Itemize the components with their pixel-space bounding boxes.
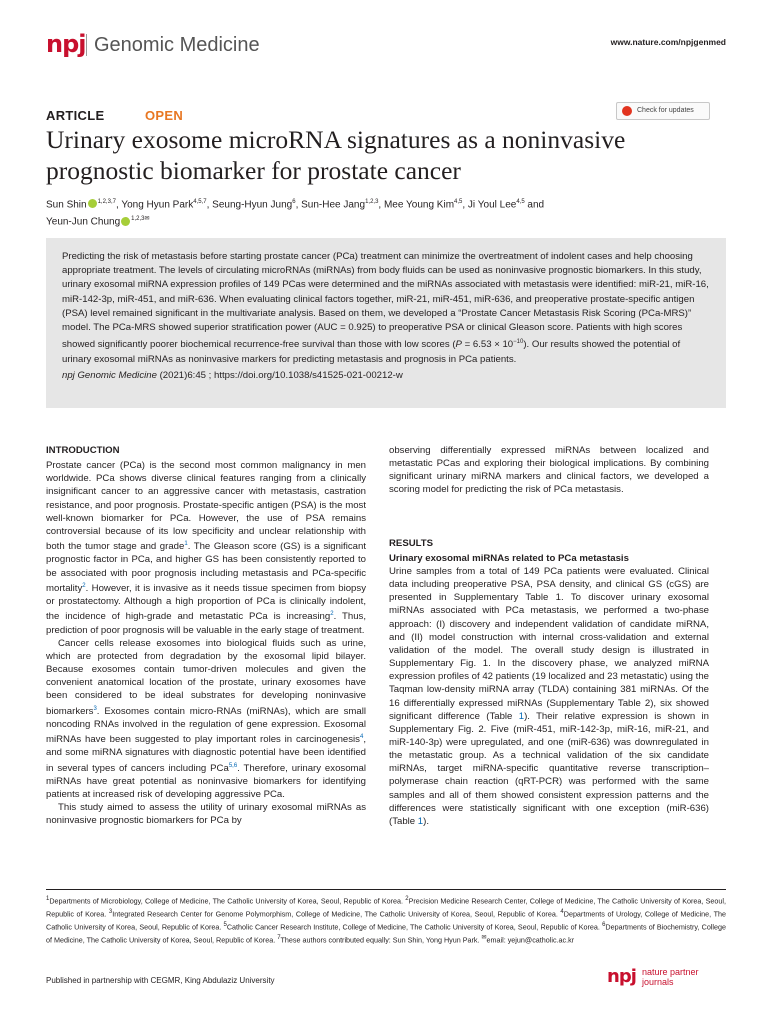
footnote-marker: 1 [46,896,50,902]
intro-text: . Therefore, urinary exosomal miRNAs have great potential as noninvasive biomarkers for identifying patients at increased risk of developing aggressive PCa. [46,762,366,801]
abstract [46,238,726,408]
affiliations-footnote [46,894,726,946]
footnote-marker: 7 [277,934,281,941]
intro-paragraph: This study aimed to assess the utility of urinary exosomal miRNAs as noninvasive prognostic biomarkers for PCa by [46,802,366,827]
affiliation-ref: 4,5,7 [193,199,207,205]
footer-logo-line2: journals [642,977,674,987]
reference-link[interactable]: 1 [184,541,188,548]
subsection-heading: Urinary exosomal miRNAs related to PCa metastasis [389,552,629,564]
section-heading-results: RESULTS [389,537,434,549]
nature-partner-journals-logo[interactable] [607,966,727,990]
intro-text: . Thus, prediction of poor prognosis will be valuable in the early stage of treatment. [46,611,366,636]
journal-header [46,29,726,59]
p-value-exponent: −10 [513,339,524,346]
crossmark-icon [622,106,632,116]
p-value: = 6.53 × 10 [461,339,514,351]
intro-text: , and some miRNA signatures with diagnostic potential have been identified in several types of cancers including PCa [46,734,366,774]
abstract-text-part: Predicting the risk of metastasis before starting prostate cancer (PCa) treatment can minimize the overtreatment of indolent cases and help choosing appropriate treatment. The levels of circulating microRNAs (miRNAs) from body fluids can be used as noninvasive prognostic biomarkers. In this study, urinary exosomal miRNA expression profiles of 149 PCas were determined and the miRNAs associated with metastasis were identified: miR-21, miR-16, miR-142-3p, miR-451, and miR-636. When evaluating clinical factors together, miR-21, miR-451, miR-636, and preoperative prostate-specific antigen (PSA) level remained significant in the multivariate analysis. Based on them, we developed a “Prostate Cancer Metastasis Risk Scoring (PCa-MRS)” model. The PCa-MRS showed superior stratification power (AUC = 0.925) to preoperative PSA or clinical Gleason score. Patients with high scores showed significantly poorer biochemical recurrence-free survival than those with low scores ( [62,251,709,351]
author-name[interactable]: , Sun-Hee Jang [295,199,366,211]
author-name[interactable]: Yeun-Jun Chung [46,216,121,228]
corresponding-email[interactable]: email: yejun@catholic.ac.kr [486,935,575,945]
results-text: ). Their relative expression is shown in Supplementary Fig. 2. Five (miR-451, miR-142-3p, miR-16, miR-21, and miR-140-3p) were upregulated, and one (miR-636) was downregulated in the metastatic group. As a technical validation of the six candidate miRNAs, target miRNA-specific quantitative reverse transcription–polymerase chain reaction (qRT-PCR) was performed with the same samples and all of them showed consistent expression patterns and the differences were statistically significant with one exception (miR-636) (Table [389,710,709,827]
author-name[interactable]: , Mee Young Kim [378,199,455,211]
article-type-label: ARTICLE [46,108,105,123]
author-name[interactable]: , Yong Hyun Park [115,199,194,211]
affiliation-ref: 1,2,3,7 [97,199,116,205]
section-heading-introduction: INTRODUCTION [46,445,120,456]
article-title: Urinary exosome microRNA signatures as a noninvasive prognostic biomarker for prostate cancer [46,125,626,185]
orcid-icon[interactable] [121,217,130,226]
table-link[interactable]: 1 [518,710,525,722]
reference-link[interactable]: 4 [359,734,364,741]
check-for-updates-button[interactable] [616,102,710,120]
intro-paragraph-continued: observing differentially expressed miRNAs between localized and metastatic PCas and exploring their biological implications. By combining significant urinary miRNA markers and clinical factors, we developed a scoring model for predicting the risk of PCa metastasis. [389,445,709,496]
author-name[interactable]: , Ji Youl Lee [462,199,517,211]
affiliation-ref: 1,2,3 [365,199,379,205]
footnote-marker: 6 [602,921,606,928]
intro-text: . Exosomes contain micro-RNAs (miRNAs), which are small noncoding RNAs involved in the regulation of gene expression. Exosomal miRNAs have been suggested to play important roles in carcinogenesis [46,705,366,746]
affiliation: Departments of Microbiology, College of Medicine, The Catholic University of Korea, Seoul, Republic of Korea. [49,896,406,906]
footnote-marker: 5 [223,921,227,928]
results-text: ). [423,815,430,827]
logo-divider [86,34,87,56]
affiliation-ref: 6 [292,199,296,205]
intro-text: Prostate cancer (PCa) is the second most common malignancy in men worldwide. PCa shows diverse clinical features ranging from a clinically insignificant cancer to an aggressive cancer with metastasis, castration resistance, and poor prognosis. Prostate-specific antigen (PSA) is the most well-known biomarker for PCa. However, the use of PSA remains controversial because of its low specificity and unclear relationship with both the tumor stage and grade [46,460,366,553]
open-access-label: OPEN [145,108,184,123]
left-column [46,444,366,828]
footer-npj-logo: npj [607,966,636,987]
check-updates-label: Check for updates [637,107,694,114]
footnote-marker: 2 [405,896,409,902]
intro-paragraph [46,459,366,637]
orcid-icon[interactable] [88,199,97,208]
right-column [389,444,709,828]
intro-paragraph [46,637,366,801]
citation [62,369,710,383]
citation-doi[interactable]: (2021)6:45 ; https://doi.org/10.1038/s41525-021-00212-w [156,369,403,381]
author-name[interactable]: Sun Shin [46,199,87,211]
journal-name[interactable]: Genomic Medicine [94,34,260,56]
reference-link[interactable]: 3 [93,705,97,712]
intro-text: Cancer cells release exosomes into biological fluids such as urine, which are protected from degradation by the exosomal lipid bilayer. Because exosomes contain tumor-driven molecules and given the convenient anatomical location of the prostate, urinary exosomes have been considered to be ideal substrates for developing noninvasive biomarkers [46,637,366,717]
email-icon: ✉ [481,934,487,941]
abstract-text-part: ). Our results showed the potential of urinary exosomal miRNAs as noninvasive markers for predicting metastasis and prognosis in PCa patients. [62,339,681,365]
footnote-marker: 4 [560,908,564,915]
intro-text: . The Gleason score (GS) is a significant prognostic factor in PCa, and higher GS has been consistently reported to be associated with poor prognosis including metastasis and PCa-specific mortality [46,541,366,594]
affiliation-ref: 1,2,3✉ [131,216,150,223]
author-list [46,195,726,230]
author-conjunction: and [524,199,545,211]
intro-text: . However, it is invasive as it needs tissue specimen from biopsy or prostatectomy. Although a high proportion of PCa is clinically indolent, the incidence of high-grade and metastatic PCa is increasing [46,582,366,623]
section-spacer [389,497,709,537]
citation-journal: npj Genomic Medicine [62,369,157,381]
affiliation-ref: 4,5 [516,199,525,205]
p-value-label: P [455,339,462,351]
reference-link[interactable]: 2 [82,582,86,589]
affiliation: Precision Medicine Research Center, College of Medicine, The Catholic University of Korea, Seoul, Republic of Korea. [46,896,726,919]
results-text: Urine samples from a total of 149 PCa patients were evaluated. Clinical data including preoperative PSA, PSA density, and clinical GS (cGS) are presented in Supplementary Table 1. To discover urinary exosomal miRNAs associated with PCa metastasis, we performed a two-phase approach: (I) discovery and independent validation of candidate miRNA, and (II) model construction with internal cross-validation and external validation of the model. The overall study design is illustrated in Supplementary Fig. 1. In the discovery phase, we analyzed miRNA expression profiles of 42 patients (19 localized and 23 metastatic) using the Taqman low-density miRNA array (TLDA) containing 381 miRNAs. Of the 16 differentially expressed miRNAs (Supplementary Table 2), six showed significant difference (Table [389,565,709,722]
affiliation: Departments of Urology, College of Medicine, The Catholic University of Korea, Seoul, Republic of Korea. [46,909,726,932]
affiliation-ref: 4,5 [454,199,463,205]
affiliation: Integrated Research Center for Genome Polymorphism, College of Medicine, The Catholic University of Korea, Seoul, Republic of Korea. [112,909,561,919]
reference-link[interactable]: 2 [330,611,334,618]
table-link[interactable]: 1 [417,815,424,827]
results-paragraph [389,565,709,828]
author-name[interactable]: , Seung-Hyun Jung [206,199,293,211]
affiliation: Departments of Biochemistry, College of Medicine, The Catholic University of Korea, Seoul, Republic of Korea. [46,922,727,945]
footer-logo-line1: nature partner [642,967,699,977]
npj-logo[interactable]: npj [46,30,86,58]
partnership-note: Published in partnership with CEGMR, King Abdulaziz University [46,976,275,985]
footnote-marker: 3 [108,908,113,915]
reference-link[interactable]: 5,6 [228,762,238,769]
website-link[interactable]: www.nature.com/npjgenmed [610,37,726,47]
equal-contribution-note: These authors contributed equally: Sun Shin, Yong Hyun Park. [280,935,482,945]
abstract-text [62,250,710,367]
footnote-divider [46,889,726,890]
affiliation: Catholic Cancer Research Institute, College of Medicine, The Catholic University of Korea, Seoul, Republic of Korea. [226,922,603,932]
